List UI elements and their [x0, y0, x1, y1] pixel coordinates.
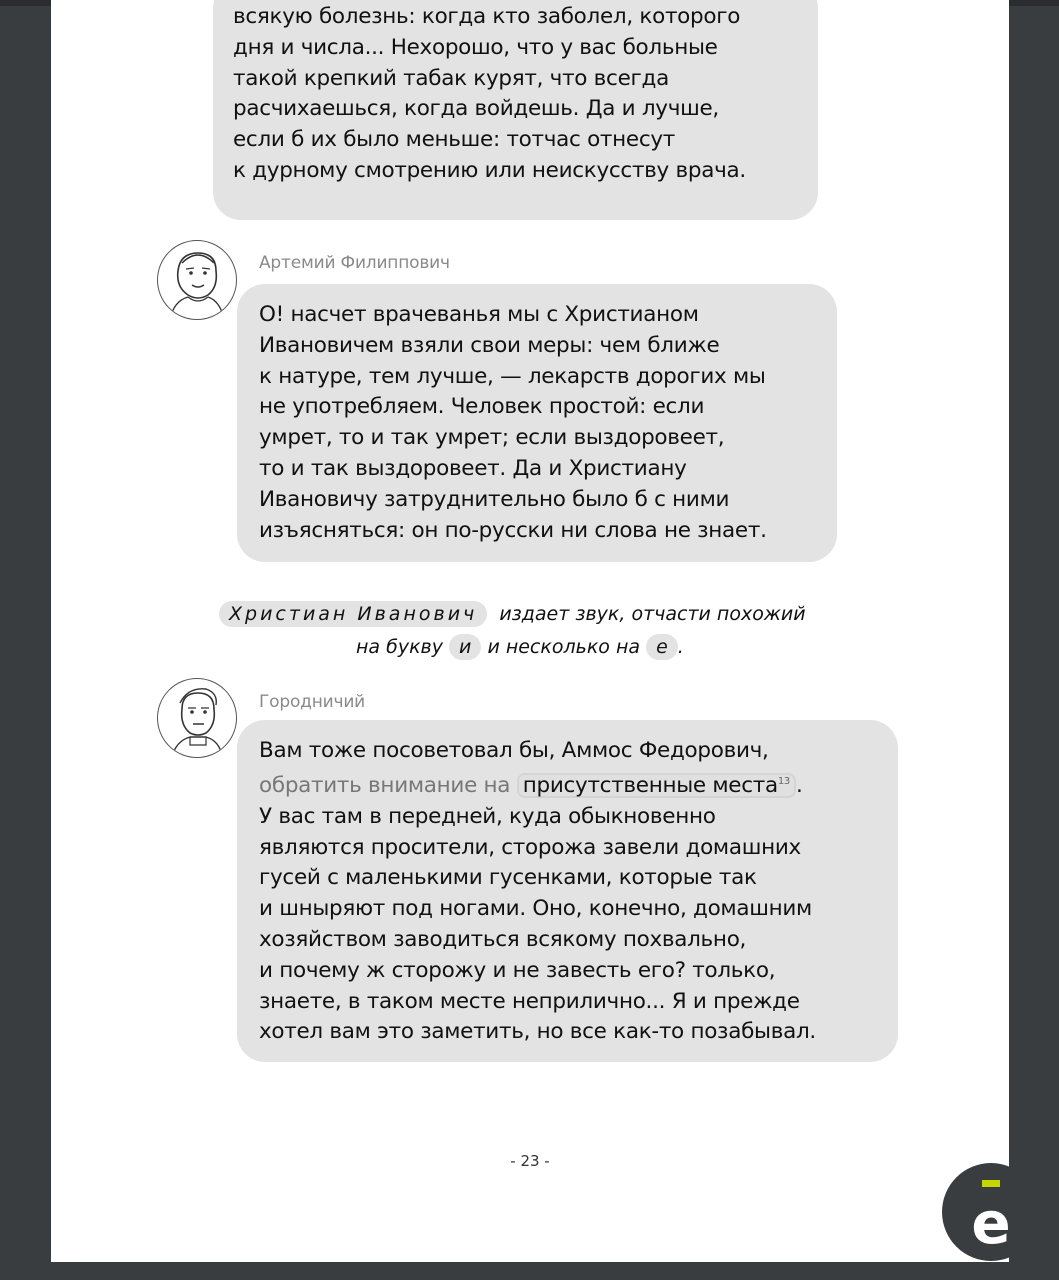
stage-direction-end: . — [677, 636, 684, 658]
stage-direction-letter: и — [449, 634, 481, 660]
text-line: знаете, в таком месте неприлично... Я и прежде — [259, 988, 800, 1014]
speech-text — [259, 736, 816, 1048]
text-line: гусей с маленькими гусенками, которые так — [259, 865, 757, 891]
character-portrait-icon — [158, 241, 236, 319]
text-line: являются просители, сторожа завели домашних — [259, 834, 801, 860]
stage-direction-text: и несколько на — [487, 636, 641, 658]
yo-letter-icon — [942, 1163, 1040, 1261]
yo-logo-icon[interactable] — [942, 1163, 1040, 1261]
text-line: изъясняться: он по-русски ни слова не знает. — [259, 517, 767, 543]
text-line: хотел вам это заметить, но все как-то позабывал. — [259, 1019, 816, 1045]
text-fragment: . — [795, 772, 803, 798]
speech-bubble-1 — [213, 0, 818, 220]
text-line: расчихаешься, когда войдешь. Да и лучше, — [233, 96, 719, 122]
text-fragment: обратить внимание на — [259, 772, 511, 798]
text-line: если б их было меньше: тотчас отнесут — [233, 127, 676, 153]
text-line: и почему ж сторожу и не завесть его? только, — [259, 957, 776, 983]
text-line: то и так выздоровеет. Да и Христиану — [259, 455, 687, 481]
text-line: Ивановичу затруднительно было б с ними — [259, 486, 730, 512]
text-line: к дурному смотрению или неискусству врача. — [233, 157, 746, 183]
document-page — [51, 0, 1009, 1262]
stage-direction-text: издает звук, отчасти похожий — [499, 603, 806, 625]
text-line: У вас там в передней, куда обыкновенно — [259, 803, 716, 829]
speaker-name: Артемий Филиппович — [259, 253, 450, 273]
stage-direction-line-1 — [219, 601, 806, 627]
speech-bubble-3 — [237, 720, 898, 1062]
text-line: к натуре, тем лучше, — лекарств дорогих мы — [259, 363, 766, 389]
text-line: Вам тоже посоветовал бы, Аммос Федорович, — [259, 738, 769, 763]
footnote-link-text: присутственные места — [522, 772, 778, 798]
footnote-link[interactable] — [517, 773, 796, 798]
text-line: хозяйством заводиться всякому похвально, — [259, 926, 747, 952]
stage-direction-line-2 — [356, 634, 684, 660]
svg-text:e: e — [971, 1189, 1011, 1257]
text-line: дня и числа... Нехорошо, что у вас больные — [233, 34, 718, 60]
text-line: Ивановичем взяли свои меры: чем ближе — [259, 332, 720, 358]
character-portrait-icon — [158, 679, 236, 757]
text-line: всякую болезнь: когда кто заболел, которого — [233, 4, 741, 29]
page-number: - 23 - — [510, 1152, 550, 1170]
avatar-artemiy-filippovich — [157, 240, 237, 320]
speech-text — [259, 300, 767, 546]
text-line: О! насчет врачеванья мы с Христианом — [259, 302, 699, 327]
speech-bubble-2 — [237, 284, 837, 562]
stage-direction-text: на букву — [356, 636, 443, 658]
text-line: и шныряют под ногами. Оно, конечно, домашним — [259, 896, 812, 922]
speech-text — [233, 2, 746, 187]
speaker-name: Городничий — [259, 692, 366, 712]
stage-direction-name: Христиан Иванович — [219, 601, 487, 627]
stage-direction-letter: е — [646, 634, 678, 660]
text-line: умрет, то и так умрет; если выздоровеет, — [259, 425, 725, 451]
footnote-number: 13 — [777, 775, 790, 787]
text-line: не употребляем. Человек простой: если — [259, 394, 705, 420]
text-line-with-link — [259, 767, 816, 802]
text-line: такой крепкий табак курят, что всегда — [233, 65, 669, 91]
avatar-gorodnichiy — [157, 678, 237, 758]
